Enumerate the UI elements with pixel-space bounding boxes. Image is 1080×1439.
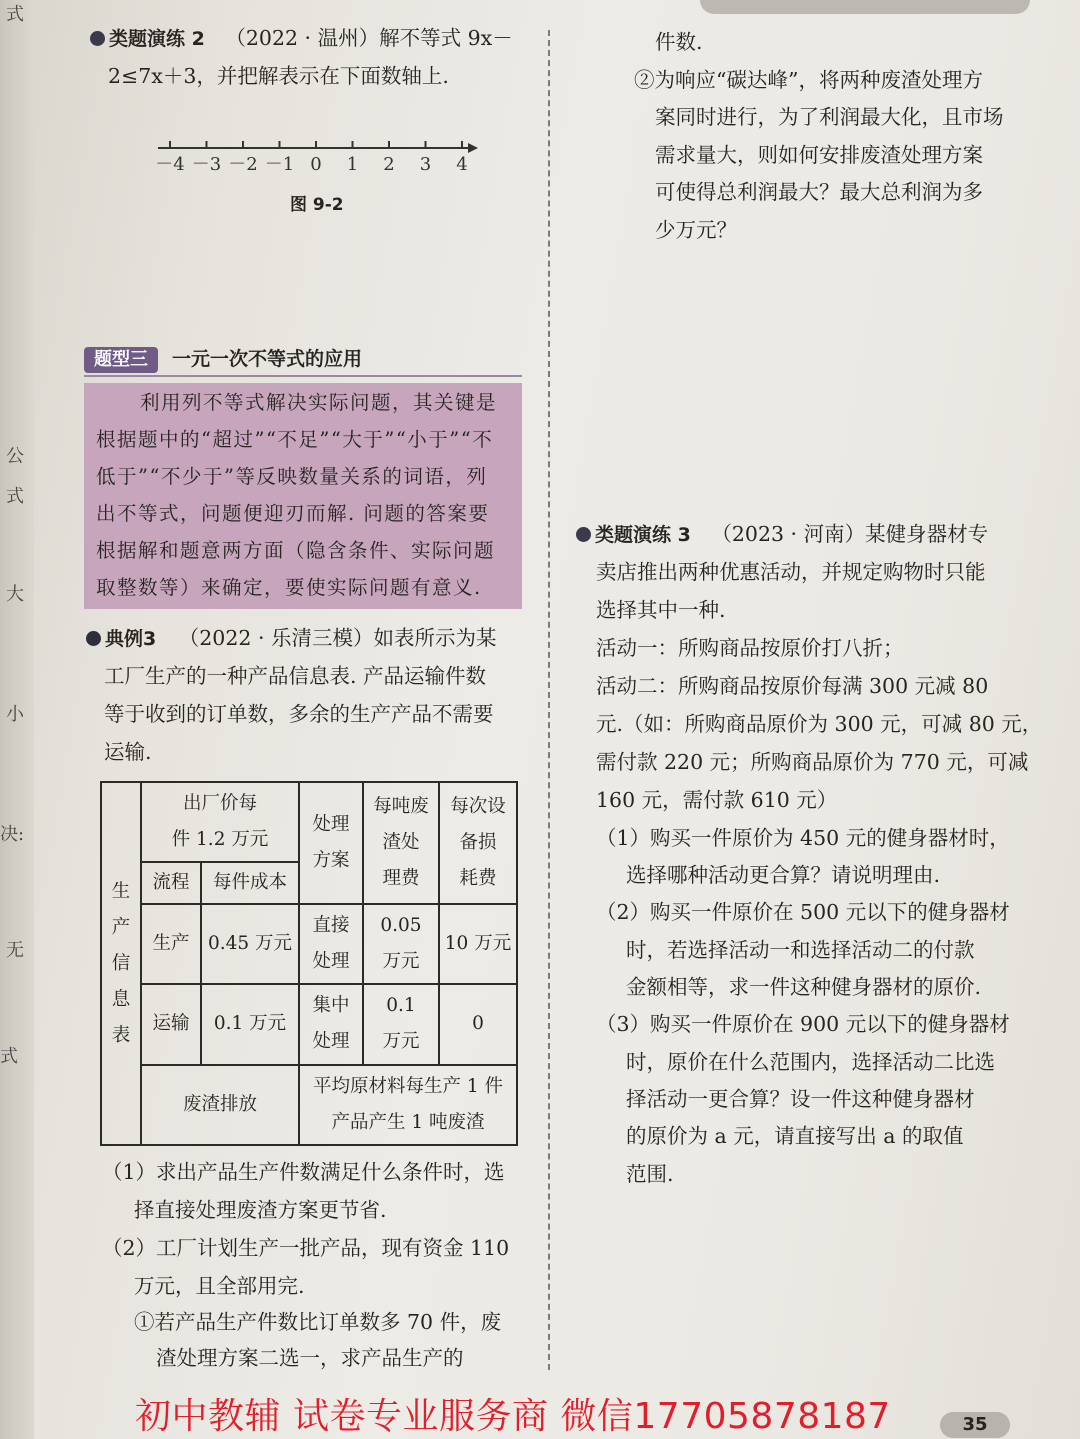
number-line-label: 4: [456, 154, 468, 175]
edge-char: 式: [6, 4, 24, 25]
arrow-bullet-icon: [86, 631, 101, 646]
right-line: 少万元？: [655, 218, 737, 242]
table-cell: 0.05 万元: [363, 904, 439, 984]
section-header: [84, 345, 522, 375]
example-3-tag: 典例3: [86, 625, 156, 653]
practice-3-line: 活动二：所购商品按原价每满 300 元减 80: [596, 674, 989, 698]
previous-page-edge: [0, 0, 34, 1439]
page-number: 35: [940, 1412, 1010, 1438]
bullet-icon: [576, 527, 591, 542]
column-divider: [548, 30, 550, 1370]
number-line-label: －2: [228, 154, 258, 175]
number-line-figure: [150, 130, 480, 182]
practice-3-line: 的原价为 a 元，请直接写出 a 的取值: [626, 1124, 964, 1148]
number-line-label: －4: [155, 154, 185, 175]
tip-line: 低于”“不少于”等反映数量关系的词语，列: [96, 465, 488, 488]
practice-2-text: （2022 · 温州）解不等式 9x－: [225, 26, 513, 50]
example-3-line-3: 等于收到的订单数，多余的生产产品不需要: [104, 702, 494, 726]
question-line: 万元，且全部用完.: [134, 1274, 305, 1298]
example-3-text: （2022 · 乐清三模）如表所示为某: [178, 626, 497, 650]
edge-char: 式: [0, 1046, 18, 1067]
practice-3-line: 时，原价在什么范围内，选择活动二比选: [626, 1050, 995, 1074]
practice-3-line-1: [576, 520, 988, 549]
practice-3-line: 时，若选择活动一和选择活动二的付款: [626, 938, 975, 962]
table-cell: 0: [439, 984, 517, 1064]
table-side-header-text: 生产信息表: [111, 880, 131, 1046]
question-line: 渣处理方案二选一，求产品生产的: [156, 1346, 464, 1370]
table-cell: 平均原材料每生产 1 件 产品产生 1 吨废渣: [299, 1065, 517, 1145]
table-cell: 流程: [141, 862, 201, 903]
practice-3-tag: 类题演练 3: [576, 521, 691, 549]
practice-3-line: （3）购买一件原价在 900 元以下的健身器材: [596, 1012, 1010, 1036]
tip-line: 根据题中的“超过”“不足”“大于”“小于”“不: [96, 428, 494, 451]
question-line: （1）求出产品生产件数满足什么条件时，选: [102, 1160, 505, 1184]
edge-char: 大: [6, 584, 24, 605]
practice-3-line: 选择其中一种.: [596, 598, 726, 622]
table-cell: 0.1 万元: [363, 984, 439, 1064]
practice-3-line: （2）购买一件原价在 500 元以下的健身器材: [596, 900, 1010, 924]
right-line: 可使得总利润最大？最大总利润为多: [655, 180, 983, 204]
edge-char: 式: [6, 486, 24, 507]
number-line-label: －1: [264, 154, 295, 175]
number-line-label: 0: [310, 154, 322, 175]
tip-line: 出不等式，问题便迎刃而解. 问题的答案要: [96, 502, 490, 525]
example-3-line-1: [86, 624, 497, 653]
table-side-header: [101, 782, 141, 1145]
right-line: ②为响应“碳达峰”，将两种废渣处理方: [634, 68, 983, 92]
tip-line: 利用列不等式解决实际问题，其关键是: [140, 391, 498, 414]
figure-label: 图 9-2: [290, 195, 344, 215]
table-cell: 每次设 备损 耗费: [439, 782, 517, 904]
practice-3-line: 卖店推出两种优惠活动，并规定购物时只能: [596, 560, 986, 584]
section-title: 一元一次不等式的应用: [172, 348, 363, 370]
question-line: 择直接处理废渣方案更节省.: [134, 1198, 387, 1222]
practice-3-line: 择活动一更合算？设一件这种健身器材: [626, 1087, 975, 1111]
edge-char: 公: [6, 446, 24, 467]
right-line: 需求量大，则如何安排废渣处理方案: [655, 143, 983, 167]
table-cell: 生产: [141, 904, 201, 984]
edge-char: 决:: [0, 824, 25, 845]
practice-3-text: （2023 · 河南）某健身器材专: [711, 522, 989, 546]
table-cell: 直接 处理: [299, 904, 363, 984]
number-line-label: 2: [383, 154, 395, 175]
edge-char: 无: [6, 940, 24, 961]
table-cell: 运输: [141, 984, 201, 1064]
table-cell: 0.1 万元: [201, 984, 299, 1064]
table-cell: 10 万元: [439, 904, 517, 984]
practice-3-line: 活动一：所购商品按原价打八折；: [596, 636, 904, 660]
practice-2-line-1: [90, 24, 513, 53]
table-cell: 出厂价每 件 1.2 万元: [141, 782, 299, 862]
number-line-label: －3: [191, 154, 222, 175]
practice-2-line-2: 2≤7x＋3，并把解表示在下面数轴上.: [108, 64, 449, 88]
practice-3-line: 金额相等，求一件这种健身器材的原价.: [626, 975, 982, 999]
example-3-line-4: 运输.: [104, 740, 152, 764]
practice-3-line: 选择哪种活动更合算？请说明理由.: [626, 863, 941, 887]
page-shadow: [700, 0, 1030, 14]
right-line: 件数.: [655, 30, 703, 54]
table-cell: 废渣排放: [141, 1065, 299, 1145]
number-line-label: 3: [419, 154, 432, 175]
practice-2-tag: 类题演练 2: [90, 25, 205, 53]
table-cell: 处理 方案: [299, 782, 363, 904]
section-tag: 题型三: [84, 347, 158, 373]
tip-line: 根据解和题意两方面（隐含条件、实际问题: [96, 539, 496, 562]
table-cell: 0.45 万元: [201, 904, 299, 984]
watermark-text: 初中教辅 试卷专业服务商 微信17705878187: [135, 1396, 891, 1437]
table-cell: 每件成本: [201, 862, 299, 903]
practice-3-line: 元.（如：所购商品原价为 300 元，可减 80 元，: [596, 712, 1043, 736]
tip-line: 取整数等）来确定，要使实际问题有意义.: [96, 576, 482, 599]
table-cell: 每吨废 渣处 理费: [363, 782, 439, 904]
table-cell: 集中 处理: [299, 984, 363, 1064]
section-rule: [84, 375, 522, 377]
example-3-line-2: 工厂生产的一种产品信息表. 产品运输件数: [104, 664, 487, 688]
question-line: （2）工厂计划生产一批产品，现有资金 110: [102, 1236, 510, 1260]
practice-3-line: （1）购买一件原价为 450 元的健身器材时，: [596, 826, 1010, 850]
practice-3-line: 160 元，需付款 610 元）: [596, 788, 838, 812]
bullet-icon: [90, 31, 105, 46]
edge-char: 小: [6, 704, 24, 725]
question-line: ①若产品生产件数比订单数多 70 件，废: [134, 1310, 502, 1334]
right-line: 案同时进行，为了利润最大化，且市场: [655, 105, 1004, 129]
number-line-label: 1: [346, 154, 359, 175]
practice-3-line: 范围.: [626, 1162, 674, 1186]
practice-3-line: 需付款 220 元；所购商品原价为 770 元，可减: [596, 750, 1029, 774]
product-info-table: [100, 781, 518, 1146]
method-tip-box: [84, 383, 522, 609]
